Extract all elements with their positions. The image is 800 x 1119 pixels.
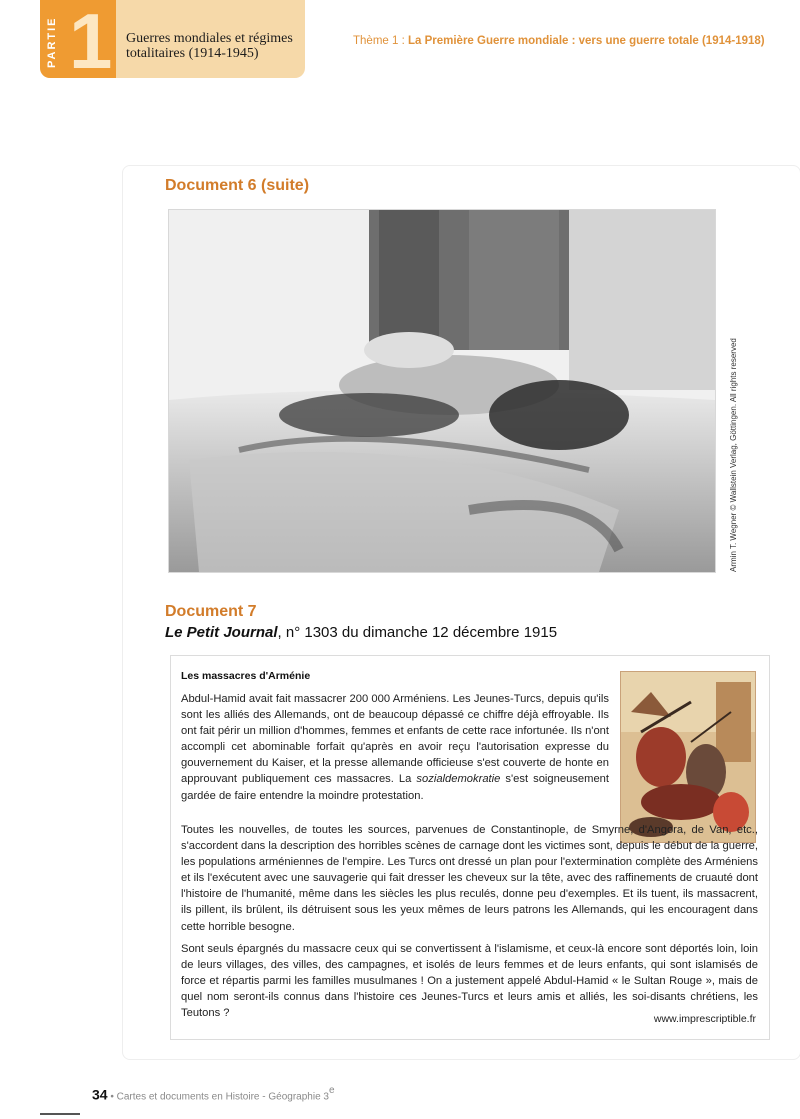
photo-credit: Armin T. Wegner © Wallstein Verlag, Göttingen. All rights reserved <box>729 338 738 572</box>
paragraph1-end: s'est soigneusement gardée de faire entendre la moindre protestation. <box>181 773 609 802</box>
document7-title: Document 7 <box>165 603 257 620</box>
source-url: www.imprescriptible.fr <box>653 1013 756 1025</box>
issue-info: , n° 1303 du dimanche 12 décembre 1915 <box>277 624 558 641</box>
footer-rule <box>40 1113 80 1115</box>
document7-subtitle <box>165 624 557 641</box>
theme-text: La Première Guerre mondiale : vers une guerre totale (1914-1918) <box>407 35 765 47</box>
theme-line <box>353 35 773 47</box>
paragraph1-start: Abdul-Hamid avait fait massacrer 200 000 Arméniens. Les Jeunes-Turcs, depuis qu'ils sont les alliés des Allemands, ont de beaucoup dépassé ce chiffre déjà effroyable. Ils ont fait périr un million d'hommes, femmes et enfants de cette race infortunée. Ils n'ont accompli cet abominable forfait qu'après en avoir reçu l'autorisation expresse du gouvernement du Kaiser, et la presse allemande officieuse s'est couverte de honte en approuvant publiquement ces massacres. La <box>181 693 609 786</box>
theme-label: Thème 1 : <box>353 35 405 47</box>
paragraph1-italic: sozialdemokratie <box>416 773 501 786</box>
partie-title: Guerres mondiales et régimes totalitaires (1914-1945) <box>126 31 293 61</box>
partie-number: 1 <box>69 0 113 85</box>
document6-title: Document 6 (suite) <box>165 177 310 194</box>
article-illustration <box>620 671 756 843</box>
photo-illustration <box>169 210 715 572</box>
book-title: Cartes et documents en Histoire - Géographie 3 <box>116 1091 329 1103</box>
partie-label: PARTIE <box>46 16 58 68</box>
journal-name: Le Petit Journal <box>165 624 278 641</box>
article-paragraph-3: Sont seuls épargnés du massacre ceux qui se convertissent à l'islamisme, et ceux-là encore sont déportés loin, loin de leurs villages, des villes, des campagnes, et isolés de leurs femmes et de leurs enfants, qui sont islamisés de force et répartis parmi les familles musulmanes ! On a justement appelé Abdul-Hamid « le Sultan Rouge », mais de quel nom seront-ils connus dans l'histoire ces Jeunes-Turcs et leurs amis et alliés, les soi-disants chrétiens, les Teutons ? <box>181 943 758 1020</box>
article-paragraph-2: Toutes les nouvelles, de toutes les sources, parvenues de Constantinople, de Smyrne, d'Angora, de Van, etc., s'accordent dans la description des horribles scènes de carnage dont les victimes sont, depuis le début de la guerre, les populations arméniennes de l'empire. Les Turcs ont dressé un plan pour l'extermination complète des Arméniens et ils l'exécutent avec une sauvagerie qui fait dresser les cheveux sur la tête, avec des raffinements de cruauté dont l'histoire de l'humanité, même dans les siècles les plus reculés, donne peu d'exemples. Et ils tuent, ils massacrent, ils pillent, ils brûlent, ils détruisent sous les yeux mêmes de leurs patrons les Allemands, qui les encouragent dans cette horrible besogne. <box>181 824 758 933</box>
article-title: Les massacres d'Arménie <box>181 670 311 682</box>
footer <box>92 1085 335 1104</box>
book-title-sup: e <box>328 1085 335 1096</box>
massacre-engraving <box>621 672 755 842</box>
page-number: 34 <box>92 1086 108 1103</box>
document6-photo <box>168 209 716 573</box>
footer-separator: • <box>107 1091 117 1103</box>
article-paragraph-1 <box>181 691 609 804</box>
